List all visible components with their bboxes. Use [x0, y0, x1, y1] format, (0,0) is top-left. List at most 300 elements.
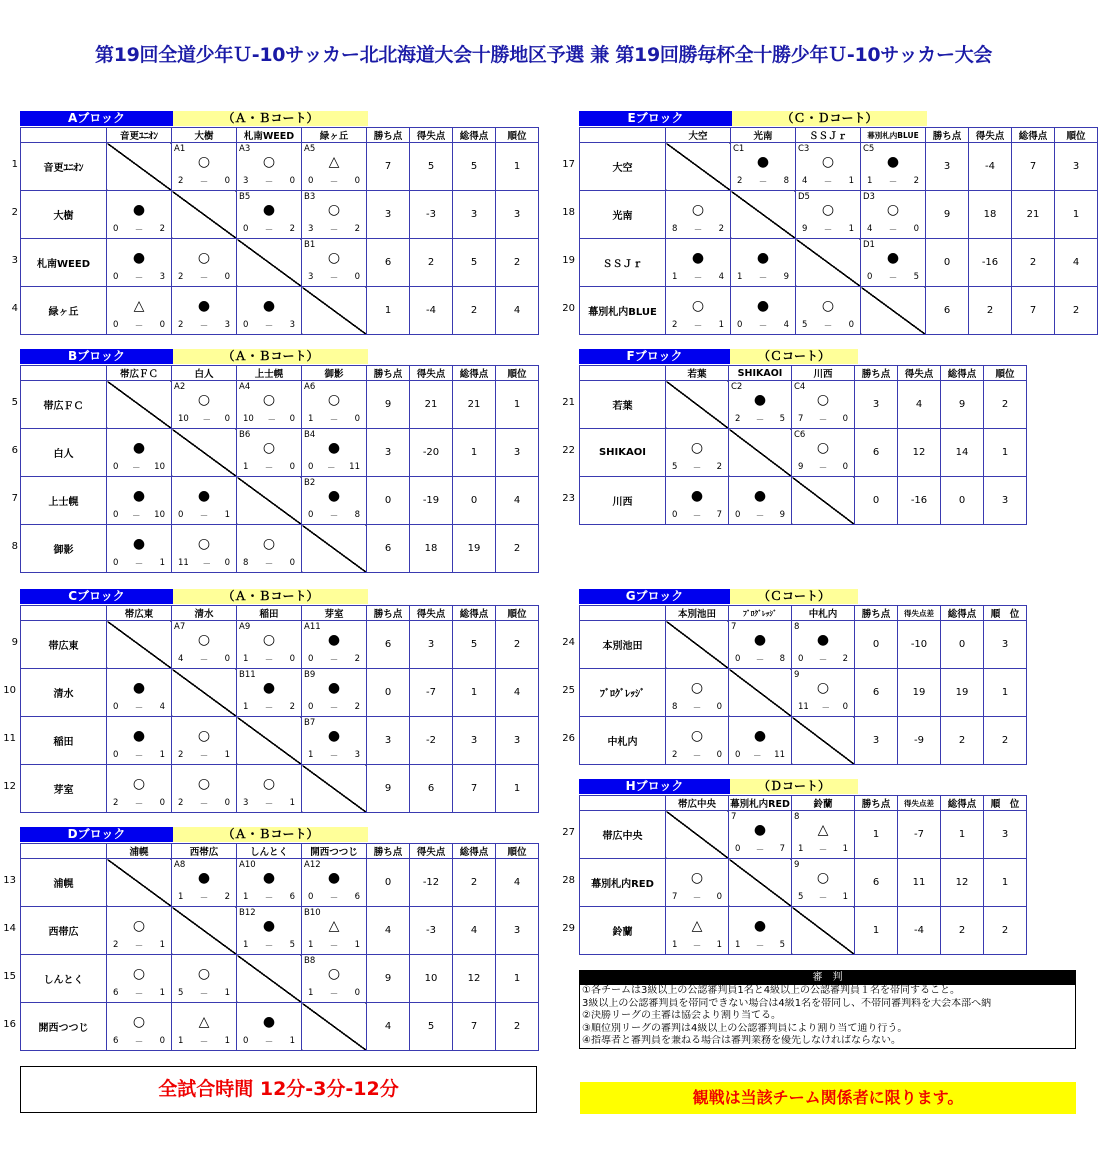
score-dash: － — [692, 752, 702, 762]
goals-total-value: 5 — [453, 239, 496, 287]
score-opp: 1 — [842, 844, 848, 854]
score-own: 4 — [867, 224, 873, 234]
score-dash: － — [755, 656, 765, 666]
points-value: 6 — [367, 621, 410, 669]
team-row — [21, 477, 539, 525]
row-number: 1 — [11, 159, 18, 170]
result-mark: ● — [753, 392, 767, 408]
result-mark: ● — [262, 870, 276, 886]
match-cell — [172, 477, 237, 525]
block-court: （Ａ・Ｂコート） — [173, 827, 368, 842]
row-number: 4 — [11, 303, 18, 314]
result-mark: ○ — [197, 632, 211, 648]
score-own: 0 — [113, 224, 119, 234]
stat-header: 順位 — [496, 128, 539, 143]
points-value: 6 — [855, 859, 898, 907]
result-mark: ○ — [816, 870, 830, 886]
team-row — [580, 191, 1098, 239]
match-label: B3 — [304, 192, 316, 202]
result-mark: ● — [753, 728, 767, 744]
self-match-cell — [302, 765, 367, 813]
match-cell — [302, 907, 367, 955]
score-opp: 0 — [224, 176, 230, 186]
match-cell — [107, 717, 172, 765]
self-match-cell — [302, 525, 367, 573]
points-value: 0 — [367, 859, 410, 907]
result-mark: ● — [327, 440, 341, 456]
match-label: 9 — [794, 860, 800, 870]
score-dash: － — [692, 512, 702, 522]
score-opp: 9 — [783, 272, 789, 282]
match-cell — [302, 381, 367, 429]
score-dash: － — [329, 226, 339, 236]
row-team-name: 音更ﾕﾆｵﾝ — [21, 143, 107, 191]
result-mark: ○ — [197, 776, 211, 792]
goal-diff-value: 6 — [410, 765, 453, 813]
match-cell — [237, 1003, 302, 1051]
team-row — [21, 287, 539, 335]
result-mark: ○ — [262, 440, 276, 456]
row-number: 14 — [3, 923, 16, 934]
row-number: 3 — [11, 255, 18, 266]
match-cell — [666, 191, 731, 239]
match-label: 8 — [794, 622, 800, 632]
score-opp: 2 — [289, 224, 295, 234]
score-dash: － — [693, 322, 703, 332]
result-mark: ● — [132, 440, 146, 456]
match-cell — [666, 907, 729, 955]
row-team-name: 清水 — [21, 669, 107, 717]
score-own: 5 — [672, 462, 678, 472]
rank-value: 2 — [496, 621, 539, 669]
result-mark: ● — [753, 488, 767, 504]
result-mark: ○ — [327, 202, 341, 218]
points-value: 7 — [367, 143, 410, 191]
result-mark: △ — [328, 154, 340, 170]
team-row — [580, 287, 1098, 335]
points-value: 3 — [367, 191, 410, 239]
score-own: 1 — [243, 892, 249, 902]
score-own: 1 — [243, 654, 249, 664]
result-mark: ○ — [197, 392, 211, 408]
standings-table — [20, 605, 539, 813]
row-team-name: 大樹 — [21, 191, 107, 239]
referee-rule-line: ②決勝リーグの主審は協会より割り当てる。 — [582, 1010, 781, 1021]
goal-diff-value: -9 — [898, 717, 941, 765]
match-cell — [729, 381, 792, 429]
score-dash: － — [199, 274, 209, 284]
match-cell — [172, 525, 237, 573]
score-own: 0 — [113, 702, 119, 712]
score-dash: － — [264, 894, 274, 904]
match-cell — [302, 621, 367, 669]
score-own: 1 — [243, 462, 249, 472]
points-value: 6 — [367, 239, 410, 287]
stat-header: 得失点 — [410, 844, 453, 859]
rank-value: 1 — [496, 765, 539, 813]
score-own: 3 — [308, 272, 314, 282]
score-dash: － — [329, 416, 339, 426]
score-own: 0 — [243, 224, 249, 234]
goal-diff-value: -20 — [410, 429, 453, 477]
score-dash: － — [329, 894, 339, 904]
score-own: 1 — [867, 176, 873, 186]
block-court: （Ａ・Ｂコート） — [173, 349, 368, 364]
score-dash: － — [823, 178, 833, 188]
stat-header: 勝ち点 — [926, 128, 969, 143]
score-dash: － — [693, 226, 703, 236]
score-own: 0 — [178, 510, 184, 520]
score-dash: － — [329, 752, 339, 762]
team-row — [21, 1003, 539, 1051]
referee-title: 審 判 — [580, 971, 1075, 985]
match-cell — [237, 287, 302, 335]
score-opp: 1 — [159, 988, 165, 998]
row-number: 6 — [11, 445, 18, 456]
match-cell — [172, 765, 237, 813]
score-dash: － — [329, 656, 339, 666]
result-mark: ○ — [816, 680, 830, 696]
goals-total-value: 2 — [453, 287, 496, 335]
stat-header: 勝ち点 — [367, 366, 410, 381]
self-match-cell — [237, 239, 302, 287]
goal-diff-value: 11 — [898, 859, 941, 907]
score-own: 2 — [178, 176, 184, 186]
match-label: B6 — [239, 430, 251, 440]
result-mark: ● — [262, 202, 276, 218]
result-mark: ○ — [886, 202, 900, 218]
score-opp: 5 — [779, 940, 785, 950]
result-mark: ● — [132, 488, 146, 504]
result-mark: ● — [132, 202, 146, 218]
score-dash: － — [199, 990, 209, 1000]
goals-total-value: 3 — [453, 191, 496, 239]
result-mark: ○ — [691, 298, 705, 314]
score-dash: － — [264, 226, 274, 236]
match-cell — [172, 621, 237, 669]
result-mark: ● — [753, 632, 767, 648]
column-team-header: ﾌﾞﾛｸﾞﾚｯｼﾞ — [729, 606, 792, 621]
column-team-header: 中札内 — [792, 606, 855, 621]
match-label: A11 — [304, 622, 321, 632]
row-team-name: 浦幌 — [21, 859, 107, 907]
result-mark: ● — [132, 250, 146, 266]
result-mark: △ — [691, 918, 703, 934]
row-number: 13 — [3, 875, 16, 886]
score-dash: － — [818, 656, 828, 666]
score-opp: 0 — [354, 272, 360, 282]
score-dash: － — [755, 846, 765, 856]
result-mark: ○ — [197, 154, 211, 170]
score-opp: 2 — [289, 702, 295, 712]
score-own: 0 — [735, 510, 741, 520]
standings-table — [579, 365, 1027, 525]
score-own: 11 — [798, 702, 809, 712]
column-team-header: 緑ヶ丘 — [302, 128, 367, 143]
stat-header: 勝ち点 — [855, 606, 898, 621]
team-row — [580, 811, 1027, 859]
block-a — [20, 111, 539, 335]
result-mark: ● — [132, 536, 146, 552]
score-own: 0 — [308, 510, 314, 520]
match-cell — [302, 955, 367, 1003]
score-dash: － — [134, 990, 144, 1000]
match-cell — [731, 287, 796, 335]
score-dash: － — [755, 416, 765, 426]
score-own: 7 — [798, 414, 804, 424]
score-dash: － — [755, 512, 765, 522]
row-number: 11 — [3, 733, 16, 744]
goals-total-value: 5 — [453, 143, 496, 191]
score-opp: 11 — [349, 462, 360, 472]
score-own: 0 — [113, 510, 119, 520]
goal-diff-value: -16 — [969, 239, 1012, 287]
block-name: Aブロック — [20, 111, 173, 126]
goal-diff-value: 4 — [898, 381, 941, 429]
goals-total-value: 14 — [941, 429, 984, 477]
match-cell — [107, 669, 172, 717]
row-number: 18 — [562, 207, 575, 218]
points-value: 0 — [367, 477, 410, 525]
score-dash: － — [329, 274, 339, 284]
score-dash: － — [134, 226, 144, 236]
score-opp: 1 — [159, 750, 165, 760]
spectator-notice: 観戦は当該チーム関係者に限ります。 — [580, 1082, 1076, 1114]
match-cell — [302, 859, 367, 907]
goals-total-value: 7 — [453, 765, 496, 813]
self-match-cell — [107, 621, 172, 669]
match-label: C5 — [863, 144, 875, 154]
score-dash: － — [888, 226, 898, 236]
column-team-header: 御影 — [302, 366, 367, 381]
result-mark: ○ — [262, 392, 276, 408]
score-opp: 0 — [842, 414, 848, 424]
goal-diff-value: -12 — [410, 859, 453, 907]
block-court: （Ｃコート） — [730, 589, 858, 604]
rank-value: 1 — [984, 859, 1027, 907]
self-match-cell — [302, 1003, 367, 1051]
goal-diff-value: 2 — [969, 287, 1012, 335]
score-own: 2 — [672, 750, 678, 760]
stat-header: 総得点 — [453, 366, 496, 381]
self-match-cell — [172, 429, 237, 477]
score-opp: 1 — [716, 940, 722, 950]
match-label: B8 — [304, 956, 316, 966]
match-label: D1 — [863, 240, 875, 250]
column-team-header: 芽室 — [302, 606, 367, 621]
corner-cell — [580, 128, 666, 143]
row-team-name: 若葉 — [580, 381, 666, 429]
row-team-name: 上士幌 — [21, 477, 107, 525]
column-team-header: 西帯広 — [172, 844, 237, 859]
result-mark: ○ — [327, 966, 341, 982]
score-opp: 6 — [289, 892, 295, 902]
rank-value: 3 — [496, 191, 539, 239]
stat-header: 総得点 — [1012, 128, 1055, 143]
score-opp: 3 — [159, 272, 165, 282]
score-opp: 0 — [716, 892, 722, 902]
result-mark: ● — [886, 154, 900, 170]
row-number: 20 — [562, 303, 575, 314]
goal-diff-value: 12 — [898, 429, 941, 477]
block-court: （Ａ・Ｂコート） — [173, 589, 368, 604]
match-cell — [237, 907, 302, 955]
score-dash: － — [199, 322, 209, 332]
score-opp: 0 — [289, 414, 295, 424]
score-own: 2 — [178, 272, 184, 282]
result-mark: ● — [197, 870, 211, 886]
team-row — [580, 429, 1027, 477]
result-mark: △ — [198, 1014, 210, 1030]
match-cell — [861, 239, 926, 287]
goals-total-value: 0 — [453, 477, 496, 525]
rank-value: 3 — [496, 907, 539, 955]
row-team-name: 鈴蘭 — [580, 907, 666, 955]
match-label: A5 — [304, 144, 316, 154]
self-match-cell — [861, 287, 926, 335]
result-mark: ● — [691, 250, 705, 266]
score-own: 5 — [798, 892, 804, 902]
points-value: 1 — [855, 811, 898, 859]
score-own: 2 — [178, 320, 184, 330]
score-own: 0 — [113, 750, 119, 760]
stat-header: 順位 — [496, 366, 539, 381]
rank-value: 2 — [984, 381, 1027, 429]
score-dash: － — [199, 1038, 209, 1048]
score-own: 0 — [735, 654, 741, 664]
score-opp: 1 — [289, 798, 295, 808]
score-dash: － — [758, 322, 768, 332]
score-opp: 0 — [224, 654, 230, 664]
self-match-cell — [237, 717, 302, 765]
score-opp: 10 — [154, 462, 165, 472]
match-cell — [172, 239, 237, 287]
rank-value: 3 — [984, 477, 1027, 525]
rank-value: 2 — [496, 525, 539, 573]
score-dash: － — [818, 846, 828, 856]
match-cell — [666, 669, 729, 717]
score-own: 1 — [735, 940, 741, 950]
match-label: B11 — [239, 670, 256, 680]
stat-header: 総得点 — [941, 796, 984, 811]
match-cell — [107, 477, 172, 525]
score-opp: 8 — [354, 510, 360, 520]
block-court: （Ｄコート） — [730, 779, 858, 794]
column-team-header: SHIKAOI — [729, 366, 792, 381]
result-mark: ○ — [262, 776, 276, 792]
score-own: 6 — [113, 988, 119, 998]
score-dash: － — [202, 560, 211, 570]
points-value: 4 — [367, 907, 410, 955]
match-cell — [302, 143, 367, 191]
row-number: 5 — [11, 397, 18, 408]
goal-diff-value: 3 — [410, 621, 453, 669]
score-own: 2 — [113, 940, 119, 950]
score-own: 1 — [308, 988, 314, 998]
score-own: 0 — [308, 176, 314, 186]
row-number: 19 — [562, 255, 575, 266]
points-value: 9 — [926, 191, 969, 239]
goals-total-value: 21 — [453, 381, 496, 429]
result-mark: ● — [327, 680, 341, 696]
result-mark: ○ — [690, 870, 704, 886]
column-team-header: 鈴蘭 — [792, 796, 855, 811]
block-name: Hブロック — [579, 779, 730, 794]
stat-header: 順位 — [496, 844, 539, 859]
self-match-cell — [172, 191, 237, 239]
score-opp: 0 — [842, 702, 848, 712]
match-cell — [302, 669, 367, 717]
block-court: （Ｃコート） — [730, 349, 858, 364]
score-opp: 0 — [224, 558, 230, 568]
match-cell — [792, 669, 855, 717]
points-value: 4 — [367, 1003, 410, 1051]
score-own: 0 — [243, 320, 249, 330]
match-cell — [237, 381, 302, 429]
score-opp: 1 — [718, 320, 724, 330]
match-label: A6 — [304, 382, 316, 392]
score-own: 8 — [672, 224, 678, 234]
score-opp: 7 — [779, 844, 785, 854]
rank-value: 1 — [984, 429, 1027, 477]
column-team-header: 音更ﾕﾆｵﾝ — [107, 128, 172, 143]
match-label: B12 — [239, 908, 256, 918]
stat-header: 総得点 — [941, 366, 984, 381]
match-cell — [796, 191, 861, 239]
row-number: 21 — [562, 397, 575, 408]
result-mark: ● — [197, 298, 211, 314]
row-team-name: 帯広中央 — [580, 811, 666, 859]
column-team-header: 札南WEED — [237, 128, 302, 143]
result-mark: ● — [262, 298, 276, 314]
row-number: 12 — [3, 781, 16, 792]
block-name: Bブロック — [20, 349, 173, 364]
score-own: 1 — [243, 702, 249, 712]
result-mark: ● — [886, 250, 900, 266]
points-value: 9 — [367, 765, 410, 813]
score-dash: － — [199, 178, 209, 188]
result-mark: ○ — [327, 250, 341, 266]
score-opp: 0 — [289, 558, 295, 568]
score-own: 0 — [867, 272, 873, 282]
goal-diff-value: -4 — [410, 287, 453, 335]
score-own: 5 — [178, 988, 184, 998]
result-mark: ○ — [690, 680, 704, 696]
match-cell — [107, 765, 172, 813]
score-opp: 2 — [224, 892, 230, 902]
result-mark: ○ — [132, 918, 146, 934]
score-dash: － — [329, 704, 339, 714]
score-dash: － — [134, 322, 144, 332]
team-row — [21, 239, 539, 287]
score-dash: － — [264, 656, 274, 666]
goals-total-value: 7 — [1012, 143, 1055, 191]
score-opp: 1 — [159, 558, 165, 568]
score-dash: － — [134, 560, 144, 570]
row-number: 8 — [11, 541, 18, 552]
score-dash: － — [132, 464, 141, 474]
stat-header: 得失点 — [410, 366, 453, 381]
score-own: 1 — [178, 1036, 184, 1046]
row-team-name: 帯広東 — [21, 621, 107, 669]
stat-header: 順位 — [496, 606, 539, 621]
row-number: 2 — [11, 207, 18, 218]
score-opp: 1 — [354, 940, 360, 950]
rank-value: 1 — [984, 669, 1027, 717]
standings-table — [20, 365, 539, 573]
row-number: 22 — [562, 445, 575, 456]
team-row — [21, 955, 539, 1003]
